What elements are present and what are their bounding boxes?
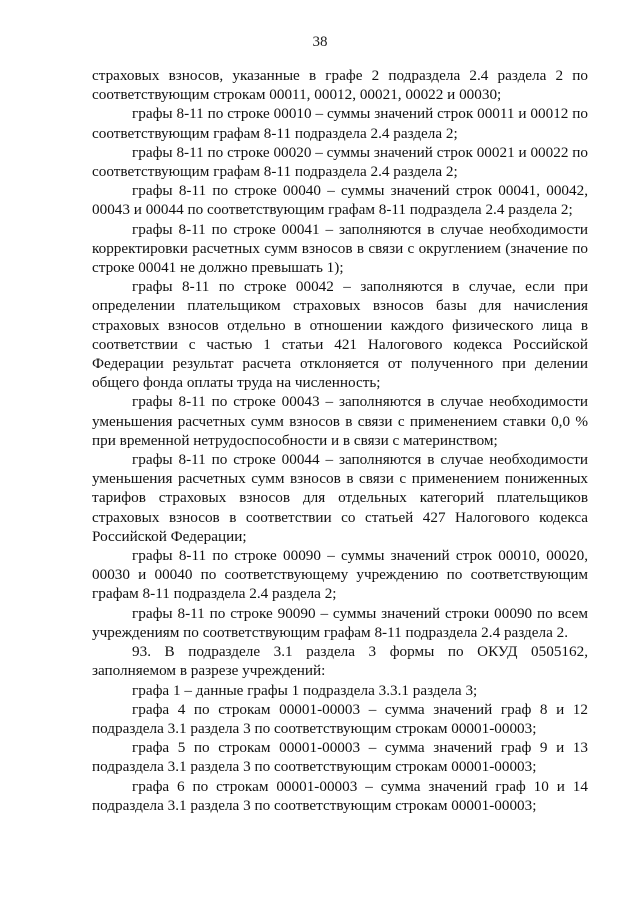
document-body: [92, 66, 588, 815]
paragraph-row-00010: графы 8-11 по строке 00010 – суммы значений строк 00011 и 00012 по соответствующим графам 8-11 подраздела 2.4 раздела 2;: [92, 105, 588, 142]
paragraph-item-93: 93. В подразделе 3.1 раздела 3 формы по ОКУД 0505162, заполняемом в разрезе учреждений:: [92, 643, 588, 680]
paragraph-row-00042: графы 8-11 по строке 00042 – заполняются в случае, если при определении плательщиком страховых взносов базы для начисления страховых взносов отдельно в отношении каждого физического лица в соответствии с частью 1 статьи 421 Налогового кодекса Российской Федерации результат расчета отклоняется от полученного при делении общего фонда оплаты труда на численность;: [92, 278, 588, 392]
paragraph-row-90090: графы 8-11 по строке 90090 – суммы значений строки 00090 по всем учреждениям по соответствующим графам 8-11 подраздела 2.4 раздела 2.: [92, 604, 588, 641]
paragraph-column-1: графа 1 – данные графы 1 подраздела 3.3.1 раздела 3;: [132, 681, 478, 699]
paragraph-column-4: графа 4 по строкам 00001-00003 – сумма значений граф 8 и 12 подраздела 3.1 раздела 3 по соответствующим строкам 00001-00003;: [92, 700, 588, 737]
paragraph-row-00040: графы 8-11 по строке 00040 – суммы значений строк 00041, 00042, 00043 и 00044 по соответствующим графам 8-11 подраздела 2.4 раздела 2;: [92, 182, 588, 219]
paragraph-continuation: страховых взносов, указанные в графе 2 подраздела 2.4 раздела 2 по соответствующим строкам 00011, 00012, 00021, 00022 и 00030;: [92, 67, 588, 104]
paragraph-column-5: графа 5 по строкам 00001-00003 – сумма значений граф 9 и 13 подраздела 3.1 раздела 3 по соответствующим строкам 00001-00003;: [92, 739, 588, 776]
paragraph-column-6: графа 6 по строкам 00001-00003 – сумма значений граф 10 и 14 подраздела 3.1 раздела 3 по соответствующим строкам 00001-00003;: [92, 777, 588, 814]
paragraph-row-00020: графы 8-11 по строке 00020 – суммы значений строк 00021 и 00022 по соответствующим графам 8-11 подраздела 2.4 раздела 2;: [92, 143, 588, 181]
paragraph-row-00041: графы 8-11 по строке 00041 – заполняются в случае необходимости корректировки расчетных сумм взносов в связи с округлением (значение по строке 00041 не должно превышать 1);: [92, 220, 588, 277]
paragraph-row-00090: графы 8-11 по строке 00090 – суммы значений строк 00010, 00020, 00030 и 00040 по соответствующему учреждению по соответствующим графам 8-11 подраздела 2.4 раздела 2;: [92, 547, 588, 603]
page-number: 38: [312, 34, 328, 50]
paragraph-row-00044: графы 8-11 по строке 00044 – заполняются в случае необходимости уменьшения расчетных сумм взносов в связи с применением пониженных тарифов страховых взносов для отдельных категорий плательщиков страховых взносов в соответствии со статьей 427 Налогового кодекса Российской Федерации;: [92, 451, 588, 545]
paragraph-row-00043: графы 8-11 по строке 00043 – заполняются в случае необходимости уменьшения расчетных сумм взносов в связи с применением ставки 0,0 % при временной нетрудоспособности и в связи с материнством;: [92, 393, 588, 449]
